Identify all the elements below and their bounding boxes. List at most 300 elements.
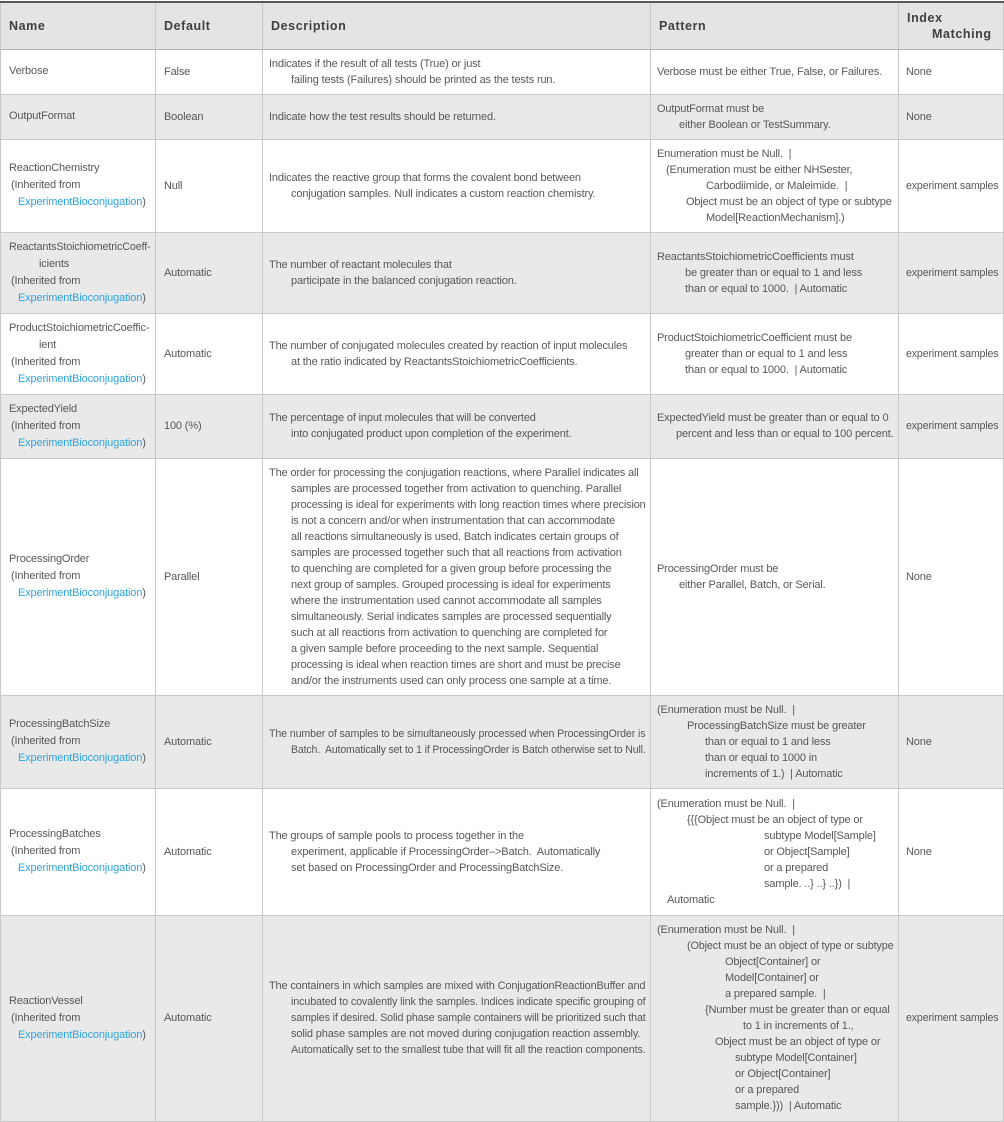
link-suffix: ) xyxy=(142,196,146,208)
description-line-text: experiment, applicable if ProcessingOrder–>Batch. Automatically xyxy=(291,845,601,858)
name-cell xyxy=(1,394,156,458)
pattern-cell xyxy=(651,232,899,313)
experiment-bioconjugation-link[interactable]: ExperimentBioconjugation xyxy=(18,752,143,764)
pattern-line xyxy=(657,146,892,162)
index-matching-cell xyxy=(899,139,1004,232)
description-line xyxy=(269,186,644,202)
option-name xyxy=(9,993,149,1010)
table-row xyxy=(1,313,1004,394)
option-name-text: ReactantsStoichiometricCoeff- xyxy=(9,240,151,253)
pattern-line-text: Object must be an object of type or xyxy=(715,1036,881,1048)
table-row xyxy=(1,788,1004,915)
name-cell xyxy=(1,232,156,313)
pattern-cell xyxy=(651,695,899,788)
default-value xyxy=(164,64,256,80)
inherited-link-line-text xyxy=(18,194,146,211)
index-matching-value xyxy=(906,265,997,281)
option-name xyxy=(9,239,149,256)
option-name xyxy=(9,108,149,125)
index-matching-cell xyxy=(899,458,1004,695)
index-matching-cell xyxy=(899,915,1004,1121)
description-line-text: conjugation samples. Null indicates a custom reaction chemistry. xyxy=(291,187,596,200)
description-line xyxy=(269,529,644,545)
description-line xyxy=(269,1042,644,1058)
index-matching-value xyxy=(906,569,997,585)
description-line-text: a given sample before proceeding to the next sample. Sequential xyxy=(291,642,599,655)
experiment-bioconjugation-link[interactable]: ExperimentBioconjugation xyxy=(18,587,143,599)
index-matching-value xyxy=(906,346,997,362)
option-name-text: ReactionChemistry xyxy=(9,162,100,174)
option-name-text: ReactionVessel xyxy=(9,994,83,1007)
pattern-cell xyxy=(651,915,899,1121)
index-matching-cell xyxy=(899,394,1004,458)
index-matching-value xyxy=(906,1010,997,1026)
default-value-text: False xyxy=(164,65,191,78)
description-line-text: such at all reactions from activation to quenching are completed for xyxy=(291,626,608,639)
inherited-from-label-text: (Inherited from xyxy=(11,1011,81,1024)
pattern-line-text: ReactantsStoichiometricCoefficients must xyxy=(657,250,854,263)
link-suffix: ) xyxy=(142,372,146,385)
header-row xyxy=(1,2,1004,49)
pattern-line-text: Carbodiimide, or Maleimide. | xyxy=(706,179,848,192)
index-matching-value-text: None xyxy=(906,570,932,583)
index-matching-cell xyxy=(899,232,1004,313)
name-cell xyxy=(1,458,156,695)
inherited-link-line xyxy=(9,371,149,388)
index-matching-value xyxy=(906,178,997,194)
pattern-line-text: either Parallel, Batch, or Serial. xyxy=(679,578,826,591)
description-cell xyxy=(263,788,651,915)
column-header-label xyxy=(659,18,892,34)
option-name xyxy=(9,716,149,733)
pattern-cell xyxy=(651,458,899,695)
default-value xyxy=(164,569,256,585)
description-line-text: Batch. Automatically set to 1 if ProcessingOrder is Batch otherwise set to Null. xyxy=(291,743,646,756)
pattern-line xyxy=(657,1066,892,1082)
pattern-line-text: sample.})) | Automatic xyxy=(735,1100,842,1112)
pattern-line xyxy=(657,281,892,297)
link-suffix: ) xyxy=(142,291,146,304)
description-line-text: Indicates if the result of all tests (True) or just xyxy=(269,57,481,70)
description-line xyxy=(269,978,644,994)
pattern-cell xyxy=(651,94,899,139)
description-line xyxy=(269,338,644,354)
description-line-text: is not a concern and/or when instrumentation that can accommodate xyxy=(291,514,616,527)
pattern-line-text: than or equal to 1 and less xyxy=(705,735,831,748)
pattern-line-text: than or equal to 1000. | Automatic xyxy=(685,363,848,376)
pattern-cell xyxy=(651,394,899,458)
description-cell xyxy=(263,915,651,1121)
pattern-line-text: Model[Container] or xyxy=(725,972,819,984)
option-name-text: ExpectedYield xyxy=(9,402,77,415)
index-matching-value xyxy=(906,109,997,125)
default-value-text: Parallel xyxy=(164,570,200,583)
inherited-link-line xyxy=(9,1027,149,1044)
description-cell xyxy=(263,313,651,394)
pattern-line xyxy=(657,64,892,80)
option-name xyxy=(9,401,149,418)
pattern-line-text: either Boolean or TestSummary. xyxy=(679,118,831,131)
description-line xyxy=(269,641,644,657)
experiment-bioconjugation-link[interactable]: ExperimentBioconjugation xyxy=(18,196,143,208)
table-row xyxy=(1,695,1004,788)
option-name-text: Verbose xyxy=(9,65,49,77)
description-line xyxy=(269,513,644,529)
experiment-bioconjugation-link[interactable]: ExperimentBioconjugation xyxy=(18,862,143,874)
default-value-text: Automatic xyxy=(164,266,212,279)
column-header-pattern xyxy=(651,2,899,49)
pattern-line xyxy=(657,362,892,378)
description-line xyxy=(269,410,644,426)
inherited-link-line xyxy=(9,585,149,602)
description-line-text: set based on ProcessingOrder and ProcessingBatchSize. xyxy=(291,861,564,874)
link-suffix: ) xyxy=(142,1028,146,1041)
default-value-text: Boolean xyxy=(164,110,204,123)
table-row xyxy=(1,232,1004,313)
index-matching-value xyxy=(906,418,997,434)
index-matching-cell xyxy=(899,94,1004,139)
description-line-text: The order for processing the conjugation reactions, where Parallel indicates all xyxy=(269,466,639,479)
pattern-line-text: a prepared sample. | xyxy=(725,988,826,1000)
pattern-line xyxy=(657,970,892,986)
pattern-line-text: OutputFormat must be xyxy=(657,102,765,115)
description-line xyxy=(269,828,644,844)
description-cell xyxy=(263,232,651,313)
pattern-line xyxy=(657,986,892,1002)
option-name xyxy=(9,337,149,354)
pattern-line xyxy=(657,426,892,442)
pattern-line-text: than or equal to 1000 in xyxy=(705,751,817,764)
pattern-line xyxy=(657,860,892,876)
description-line xyxy=(269,726,644,742)
inherited-from-label-text: (Inherited from xyxy=(11,274,81,287)
name-cell xyxy=(1,139,156,232)
description-line-text: samples if desired. Solid phase sample containers will be prioritized such that xyxy=(291,1012,646,1024)
pattern-line xyxy=(657,766,892,782)
pattern-cell xyxy=(651,49,899,94)
inherited-link-line-text xyxy=(18,371,146,388)
pattern-line xyxy=(657,844,892,860)
pattern-line xyxy=(657,117,892,133)
column-header-label xyxy=(164,18,256,34)
inherited-from-label xyxy=(9,733,149,750)
description-line xyxy=(269,625,644,641)
description-line xyxy=(269,170,644,186)
pattern-line-text: (Enumeration must be Null. | xyxy=(657,924,795,936)
default-value-text: Automatic xyxy=(164,347,212,360)
pattern-cell xyxy=(651,788,899,915)
default-value xyxy=(164,109,256,125)
pattern-line-text: ProcessingBatchSize must be greater xyxy=(687,719,866,732)
description-line xyxy=(269,72,644,88)
index-matching-value-text: None xyxy=(906,110,932,123)
description-line xyxy=(269,56,644,72)
description-line xyxy=(269,561,644,577)
default-value xyxy=(164,844,256,860)
default-cell xyxy=(156,139,263,232)
inherited-from-label xyxy=(9,843,149,860)
option-name-text: icients xyxy=(39,257,70,270)
description-cell xyxy=(263,139,651,232)
default-value-text: Automatic xyxy=(164,1012,212,1024)
link-suffix: ) xyxy=(142,862,146,874)
index-matching-value-text: experiment samples xyxy=(906,420,999,432)
link-suffix: ) xyxy=(142,587,146,599)
pattern-line xyxy=(657,812,892,828)
pattern-line-text: subtype Model[Sample] xyxy=(764,829,876,842)
description-line-text: where the instrumentation used cannot accommodate all samples xyxy=(291,594,602,607)
default-value-text: Automatic xyxy=(164,845,212,858)
table-row xyxy=(1,394,1004,458)
pattern-line-text: to 1 in increments of 1., xyxy=(743,1020,854,1032)
experiment-bioconjugation-link[interactable]: ExperimentBioconjugation xyxy=(18,291,143,304)
name-cell xyxy=(1,49,156,94)
inherited-link-line xyxy=(9,290,149,307)
default-value xyxy=(164,1010,256,1026)
pattern-line-text: Enumeration must be Null. | xyxy=(657,147,792,160)
pattern-line-text: increments of 1.) | Automatic xyxy=(705,767,843,780)
option-name-text: ProductStoichiometricCoeffic- xyxy=(9,321,150,334)
index-matching-cell xyxy=(899,313,1004,394)
pattern-line-text: percent and less than or equal to 100 percent. xyxy=(676,428,894,440)
description-line-text: Indicate how the test results should be returned. xyxy=(269,110,496,123)
link-suffix: ) xyxy=(142,752,146,764)
description-line-text: samples are processed together such that all reactions from activation xyxy=(291,546,622,559)
description-cell xyxy=(263,394,651,458)
index-matching-value xyxy=(906,734,997,750)
pattern-line xyxy=(657,162,892,178)
default-cell xyxy=(156,94,263,139)
description-line-text: into conjugated product upon completion of the experiment. xyxy=(291,428,572,440)
default-value-text: Automatic xyxy=(164,735,212,748)
description-line-text: The number of reactant molecules that xyxy=(269,258,452,271)
option-name-text: ient xyxy=(39,338,57,351)
inherited-link-line-text xyxy=(18,290,146,307)
index-matching-value-text: None xyxy=(906,65,932,78)
pattern-line xyxy=(657,796,892,812)
inherited-link-line xyxy=(9,435,149,452)
pattern-line xyxy=(657,702,892,718)
index-matching-value-text: None xyxy=(906,845,932,858)
pattern-line xyxy=(657,1034,892,1050)
table-row xyxy=(1,458,1004,695)
pattern-line-text: Object must be an object of type or subtype xyxy=(686,195,892,208)
description-line xyxy=(269,497,644,513)
pattern-line xyxy=(657,718,892,734)
pattern-line xyxy=(657,101,892,117)
option-name-text: ProcessingBatchSize xyxy=(9,718,111,730)
column-header-label-text: Default xyxy=(164,18,211,33)
option-name xyxy=(9,320,149,337)
pattern-line xyxy=(657,1002,892,1018)
link-suffix: ) xyxy=(142,436,146,449)
description-line-text: all reactions simultaneously is used. Batch indicates certain groups of xyxy=(291,530,619,543)
description-line xyxy=(269,844,644,860)
pattern-line-text: Automatic xyxy=(667,893,715,906)
default-value-text: Null xyxy=(164,179,183,192)
column-header-label xyxy=(907,26,997,42)
index-matching-value-text: experiment samples xyxy=(906,179,999,192)
description-line xyxy=(269,593,644,609)
column-header-label xyxy=(907,10,997,26)
description-cell xyxy=(263,695,651,788)
inherited-from-label-text: (Inherited from xyxy=(11,419,81,432)
pattern-line-text: or a prepared xyxy=(764,861,829,874)
index-matching-cell xyxy=(899,695,1004,788)
pattern-cell xyxy=(651,313,899,394)
default-value xyxy=(164,346,256,362)
default-cell xyxy=(156,915,263,1121)
pattern-line-text: or a prepared xyxy=(735,1084,800,1096)
description-line xyxy=(269,257,644,273)
index-matching-value-text: experiment samples xyxy=(906,266,999,279)
index-matching-value-text: experiment samples xyxy=(906,347,999,360)
column-header-label-text: Pattern xyxy=(659,18,707,33)
pattern-line xyxy=(657,178,892,194)
description-line-text: The number of samples to be simultaneously processed when ProcessingOrder is xyxy=(269,727,646,740)
description-line-text: Indicates the reactive group that forms the covalent bond between xyxy=(269,171,581,184)
pattern-line xyxy=(657,876,892,892)
experiment-bioconjugation-link[interactable]: ExperimentBioconjugation xyxy=(18,436,143,449)
default-value xyxy=(164,178,256,194)
pattern-line-text: than or equal to 1000. | Automatic xyxy=(685,282,848,295)
default-cell xyxy=(156,458,263,695)
description-line-text: The containers in which samples are mixed with ConjugationReactionBuffer and xyxy=(269,980,646,992)
column-header-description xyxy=(263,2,651,49)
description-line-text: simultaneously. Serial indicates samples are processed sequentially xyxy=(291,610,612,623)
pattern-line xyxy=(657,194,892,210)
description-line xyxy=(269,1010,644,1026)
description-line xyxy=(269,994,644,1010)
description-line xyxy=(269,673,644,689)
description-line xyxy=(269,273,644,289)
index-matching-cell xyxy=(899,788,1004,915)
description-line-text: and/or the instruments used can only process one sample at a time. xyxy=(291,674,612,687)
column-header-label-text: Description xyxy=(271,18,347,33)
pattern-line xyxy=(657,828,892,844)
description-line-text: at the ratio indicated by ReactantsStoichiometricCoefficients. xyxy=(291,355,578,368)
table-row xyxy=(1,94,1004,139)
description-line-text: processing is ideal when reaction times are short and must be precise xyxy=(291,658,621,671)
inherited-link-line-text xyxy=(18,750,146,767)
pattern-line-text: {Number must be greater than or equal xyxy=(705,1004,890,1016)
pattern-line-text: or Object[Container] xyxy=(735,1068,831,1080)
pattern-line xyxy=(657,922,892,938)
column-header-label-text: Name xyxy=(9,18,46,33)
inherited-from-label-text: (Inherited from xyxy=(11,845,81,857)
default-value-text: 100 (%) xyxy=(164,420,202,432)
description-line xyxy=(269,354,644,370)
default-cell xyxy=(156,232,263,313)
name-cell xyxy=(1,695,156,788)
experiment-bioconjugation-link[interactable]: ExperimentBioconjugation xyxy=(18,372,143,385)
inherited-link-line xyxy=(9,860,149,877)
description-line xyxy=(269,481,644,497)
pattern-line xyxy=(657,1018,892,1034)
default-cell xyxy=(156,49,263,94)
inherited-link-line-text xyxy=(18,1027,146,1044)
option-name-text: OutputFormat xyxy=(9,110,76,122)
table-row xyxy=(1,915,1004,1121)
inherited-from-label-text: (Inherited from xyxy=(11,570,81,582)
description-line xyxy=(269,426,644,442)
description-line-text: to quenching are completed for a given group before processing the xyxy=(291,562,612,575)
pattern-line xyxy=(657,210,892,226)
description-line-text: Automatically set to the smallest tube that will fit all the reaction components. xyxy=(291,1044,646,1056)
pattern-line xyxy=(657,1098,892,1114)
pattern-line-text: be greater than or equal to 1 and less xyxy=(685,266,863,279)
default-cell xyxy=(156,788,263,915)
pattern-line xyxy=(657,561,892,577)
pattern-line-text: greater than or equal to 1 and less xyxy=(685,347,848,360)
description-line xyxy=(269,657,644,673)
inherited-link-line-text xyxy=(18,860,146,877)
description-line xyxy=(269,465,644,481)
index-matching-value-text: None xyxy=(906,735,932,748)
index-matching-value xyxy=(906,64,997,80)
option-name xyxy=(9,551,149,568)
index-matching-cell xyxy=(899,49,1004,94)
column-header-label-text: Matching xyxy=(932,26,992,41)
pattern-line-text: ProcessingOrder must be xyxy=(657,562,779,575)
inherited-from-label xyxy=(9,418,149,435)
pattern-line-text: (Enumeration must be Null. | xyxy=(657,797,795,810)
pattern-line-text: ExpectedYield must be greater than or equal to 0 xyxy=(657,412,889,424)
options-table xyxy=(0,1,1004,1122)
description-line-text: failing tests (Failures) should be printed as the tests run. xyxy=(291,73,556,86)
pattern-line xyxy=(657,938,892,954)
description-cell xyxy=(263,49,651,94)
inherited-from-label-text: (Inherited from xyxy=(11,355,81,368)
pattern-line xyxy=(657,734,892,750)
option-name-text: ProcessingOrder xyxy=(9,553,90,565)
default-cell xyxy=(156,313,263,394)
pattern-line xyxy=(657,1050,892,1066)
inherited-link-line xyxy=(9,750,149,767)
description-line-text: participate in the balanced conjugation reaction. xyxy=(291,274,517,287)
pattern-line-text: Verbose must be either True, False, or Failures. xyxy=(657,65,883,78)
description-cell xyxy=(263,94,651,139)
pattern-line-text: Model[ReactionMechanism].) xyxy=(706,211,845,224)
default-cell xyxy=(156,695,263,788)
description-line-text: samples are processed together from activation to quenching. Parallel xyxy=(291,482,622,495)
table-row xyxy=(1,139,1004,232)
pattern-line-text: (Enumeration must be Null. | xyxy=(657,703,795,716)
index-matching-value xyxy=(906,844,997,860)
pattern-cell xyxy=(651,139,899,232)
description-line-text: processing is ideal for experiments with long reaction times where precision xyxy=(291,498,646,511)
inherited-from-label xyxy=(9,354,149,371)
description-line xyxy=(269,545,644,561)
inherited-from-label xyxy=(9,273,149,290)
option-name xyxy=(9,826,149,843)
pattern-line xyxy=(657,1082,892,1098)
inherited-from-label xyxy=(9,568,149,585)
description-line xyxy=(269,742,644,758)
pattern-line-text: (Object must be an object of type or subtype xyxy=(687,940,894,952)
pattern-line-text: {{{Object must be an object of type or xyxy=(687,813,863,826)
column-header-index-matching xyxy=(899,2,1004,49)
inherited-link-line xyxy=(9,194,149,211)
option-name xyxy=(9,256,149,273)
pattern-line xyxy=(657,750,892,766)
pattern-line xyxy=(657,410,892,426)
pattern-line xyxy=(657,577,892,593)
option-name-text: ProcessingBatches xyxy=(9,828,101,840)
inherited-from-label-text: (Inherited from xyxy=(11,179,81,191)
pattern-line xyxy=(657,249,892,265)
experiment-bioconjugation-link[interactable]: ExperimentBioconjugation xyxy=(18,1028,143,1041)
